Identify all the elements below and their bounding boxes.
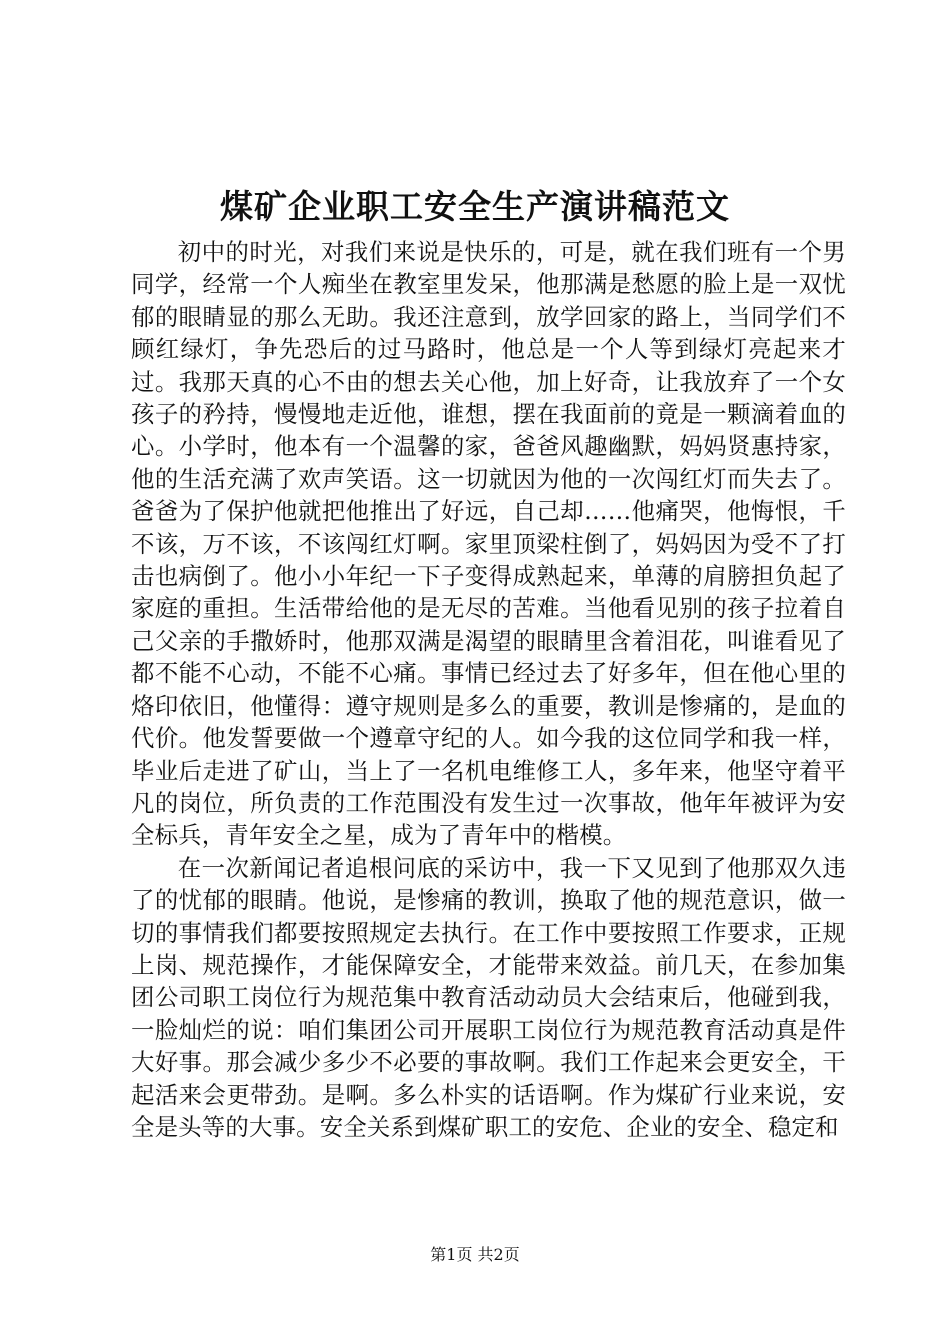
- page-number-footer: 第1页 共2页: [430, 1245, 520, 1264]
- paragraph-2: 在一次新闻记者追根问底的采访中，我一下又见到了他那双久违了的忧郁的眼睛。他说，是惨痛的教训，换取了他的规范意识，做一切的事情我们都要按照规定去执行。在工作中要按照工作要求，正规上岗、规范操作，才能保障安全，才能带来效益。前几天，在参加集团公司职工岗位行为规范集中教育活动动员大会结束后，他碰到我，一脸灿烂的说：咱们集团公司开展职工岗位行为规范教育活动真是件大好事。那会减少多少不必要的事故啊。我们工作起来会更安全，干起活来会更带劲。是啊。多么朴实的话语啊。作为煤矿行业来说，安全是头等的大事。安全关系到煤矿职工的安危、企业的安全、稳定和: [131, 853, 846, 1141]
- paragraph-1: 初中的时光，对我们来说是快乐的，可是，就在我们班有一个男同学，经常一个人痴坐在教室里发呆，他那满是愁愿的脸上是一双忧郁的眼睛显的那么无助。我还注意到，放学回家的路上，当同学们不顾红绿灯，争先恐后的过马路时，他总是一个人等到绿灯亮起来才过。我那天真的心不由的想去关心他，加上好奇，让我放弃了一个女孩子的矜持，慢慢地走近他，谁想，摆在我面前的竟是一颗滴着血的心。小学时，他本有一个温馨的家，爸爸风趣幽默，妈妈贤惠持家，他的生活充满了欢声笑语。这一切就因为他的一次闯红灯而失去了。爸爸为了保护他就把他推出了好远，自己却……他痛哭，他悔恨，千不该，万不该，不该闯红灯啊。家里顶梁柱倒了，妈妈因为受不了打击也病倒了。他小小年纪一下子变得成熟起来，单薄的肩膀担负起了家庭的重担。生活带给他的是无尽的苦难。当他看见别的孩子拉着自己父亲的手撒娇时，他那双满是渴望的眼睛里含着泪花，叫谁看见了都不能不心动，不能不心痛。事情已经过去了好多年，但在他心里的烙印依旧，他懂得：遵守规则是多么的重要，教训是惨痛的，是血的代价。他发誓要做一个遵章守纪的人。如今我的这位同学和我一样，毕业后走进了矿山，当上了一名机电维修工人，多年来，他坚守着平凡的岗位，所负责的工作范围没有发生过一次事故，他年年被评为安全标兵，青年安全之星，成为了青年中的楷模。: [131, 238, 846, 850]
- document-body: [131, 236, 846, 1143]
- document-title: 煤矿企业职工安全生产演讲稿范文: [220, 187, 730, 226]
